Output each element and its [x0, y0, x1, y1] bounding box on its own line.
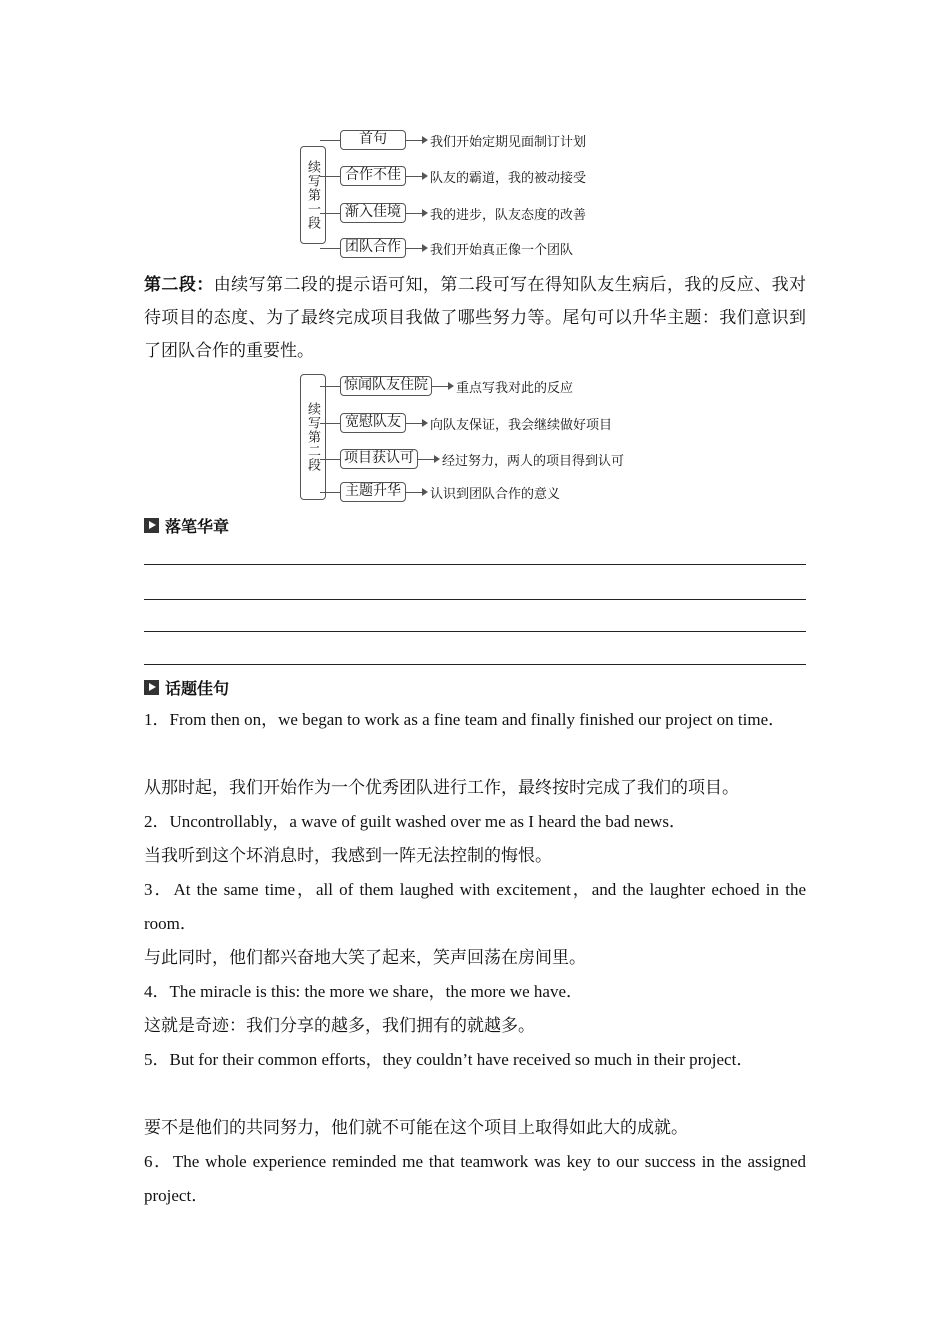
diagram-row: [320, 165, 586, 187]
diagram-text: 重点写我对此的反应: [456, 379, 574, 395]
play-icon: [144, 518, 159, 533]
writing-line[interactable]: [144, 664, 806, 665]
diagram-box: 主题升华: [340, 482, 406, 502]
section-heading-sentences: [144, 676, 229, 699]
diagram-box: 团队合作: [340, 238, 406, 258]
diagram-row: [320, 237, 573, 259]
diagram-box: 项目获认可: [340, 449, 418, 469]
diagram-row: [320, 481, 560, 503]
paragraph-two-description: [144, 268, 806, 367]
arrow-right-icon: [406, 213, 426, 214]
diagram-text: 经过努力，两人的项目得到认可: [442, 452, 625, 468]
outline-diagram-paragraph-two: [300, 372, 660, 507]
diagram-box: 惊闻队友住院: [340, 376, 432, 396]
diagram-label: 续写第二段: [300, 374, 326, 500]
arrow-right-icon: [406, 423, 426, 424]
sentence-english: 2．Uncontrollably，a wave of guilt washed over me as I heard the bad news．: [144, 812, 686, 831]
arrow-right-icon: [406, 140, 426, 141]
diagram-row: [320, 448, 624, 470]
writing-line[interactable]: [144, 599, 806, 600]
play-icon: [144, 680, 159, 695]
diagram-text: 我们开始真正像一个团队: [430, 241, 574, 257]
diagram-text: 我的进步，队友态度的改善: [430, 206, 587, 222]
diagram-text: 向队友保证，我会继续做好项目: [430, 416, 613, 432]
sentence-chinese: 要不是他们的共同努力，他们就不可能在这个项目上取得如此大的成就。: [144, 1118, 688, 1137]
sentence-english: 6．The whole experience reminded me that teamwork was key to our success in the assigned project．: [144, 1152, 806, 1205]
diagram-row: [320, 412, 612, 434]
sentence-english: 5．But for their common efforts，they couldn’t have received so much in their project．: [144, 1050, 754, 1069]
writing-line[interactable]: [144, 564, 806, 565]
paragraph-lead: 第二段：: [144, 275, 214, 294]
sentence-english: 1．From then on，we began to work as a fine team and finally finished our project on time．: [144, 710, 786, 729]
arrow-right-icon: [406, 248, 426, 249]
arrow-right-icon: [406, 176, 426, 177]
diagram-box: 合作不佳: [340, 166, 406, 186]
sentence-chinese: 这就是奇迹：我们分享的越多，我们拥有的就越多。: [144, 1016, 535, 1035]
sentence-chinese: 从那时起，我们开始作为一个优秀团队进行工作，最终按时完成了我们的项目。: [144, 778, 739, 797]
diagram-text: 认识到团队合作的意义: [430, 485, 561, 501]
diagram-box: 首句: [340, 130, 406, 150]
sentence-english: 3．At the same time，all of them laughed with excitement，and the laughter echoed in the room．: [144, 880, 806, 933]
diagram-row: [320, 375, 573, 397]
paragraph-body: 由续写第二段的提示语可知，第二段可写在得知队友生病后，我的反应、我对待项目的态度、为了最终完成项目我做了哪些努力等。尾句可以升华主题：我们意识到了团队合作的重要性。: [144, 275, 807, 360]
diagram-text: 我们开始定期见面制订计划: [430, 133, 587, 149]
outline-diagram-paragraph-one: [300, 126, 630, 261]
arrow-right-icon: [406, 492, 426, 493]
diagram-box: 渐入佳境: [340, 203, 406, 223]
arrow-right-icon: [432, 386, 452, 387]
diagram-text: 队友的霸道，我的被动接受: [430, 169, 587, 185]
sentence-chinese: 当我听到这个坏消息时，我感到一阵无法控制的悔恨。: [144, 846, 552, 865]
diagram-row: [320, 129, 586, 151]
section-heading-writing: [144, 514, 229, 537]
writing-line[interactable]: [144, 631, 806, 632]
section-title: 落笔华章: [165, 517, 230, 536]
section-title: 话题佳句: [165, 679, 230, 698]
diagram-label: 续写第一段: [300, 146, 326, 244]
sentence-chinese: 与此同时，他们都兴奋地大笑了起来，笑声回荡在房间里。: [144, 948, 586, 967]
sentence-english: 4．The miracle is this: the more we share，the more we have．: [144, 982, 584, 1001]
arrow-right-icon: [418, 459, 438, 460]
diagram-box: 宽慰队友: [340, 413, 406, 433]
diagram-row: [320, 202, 586, 224]
